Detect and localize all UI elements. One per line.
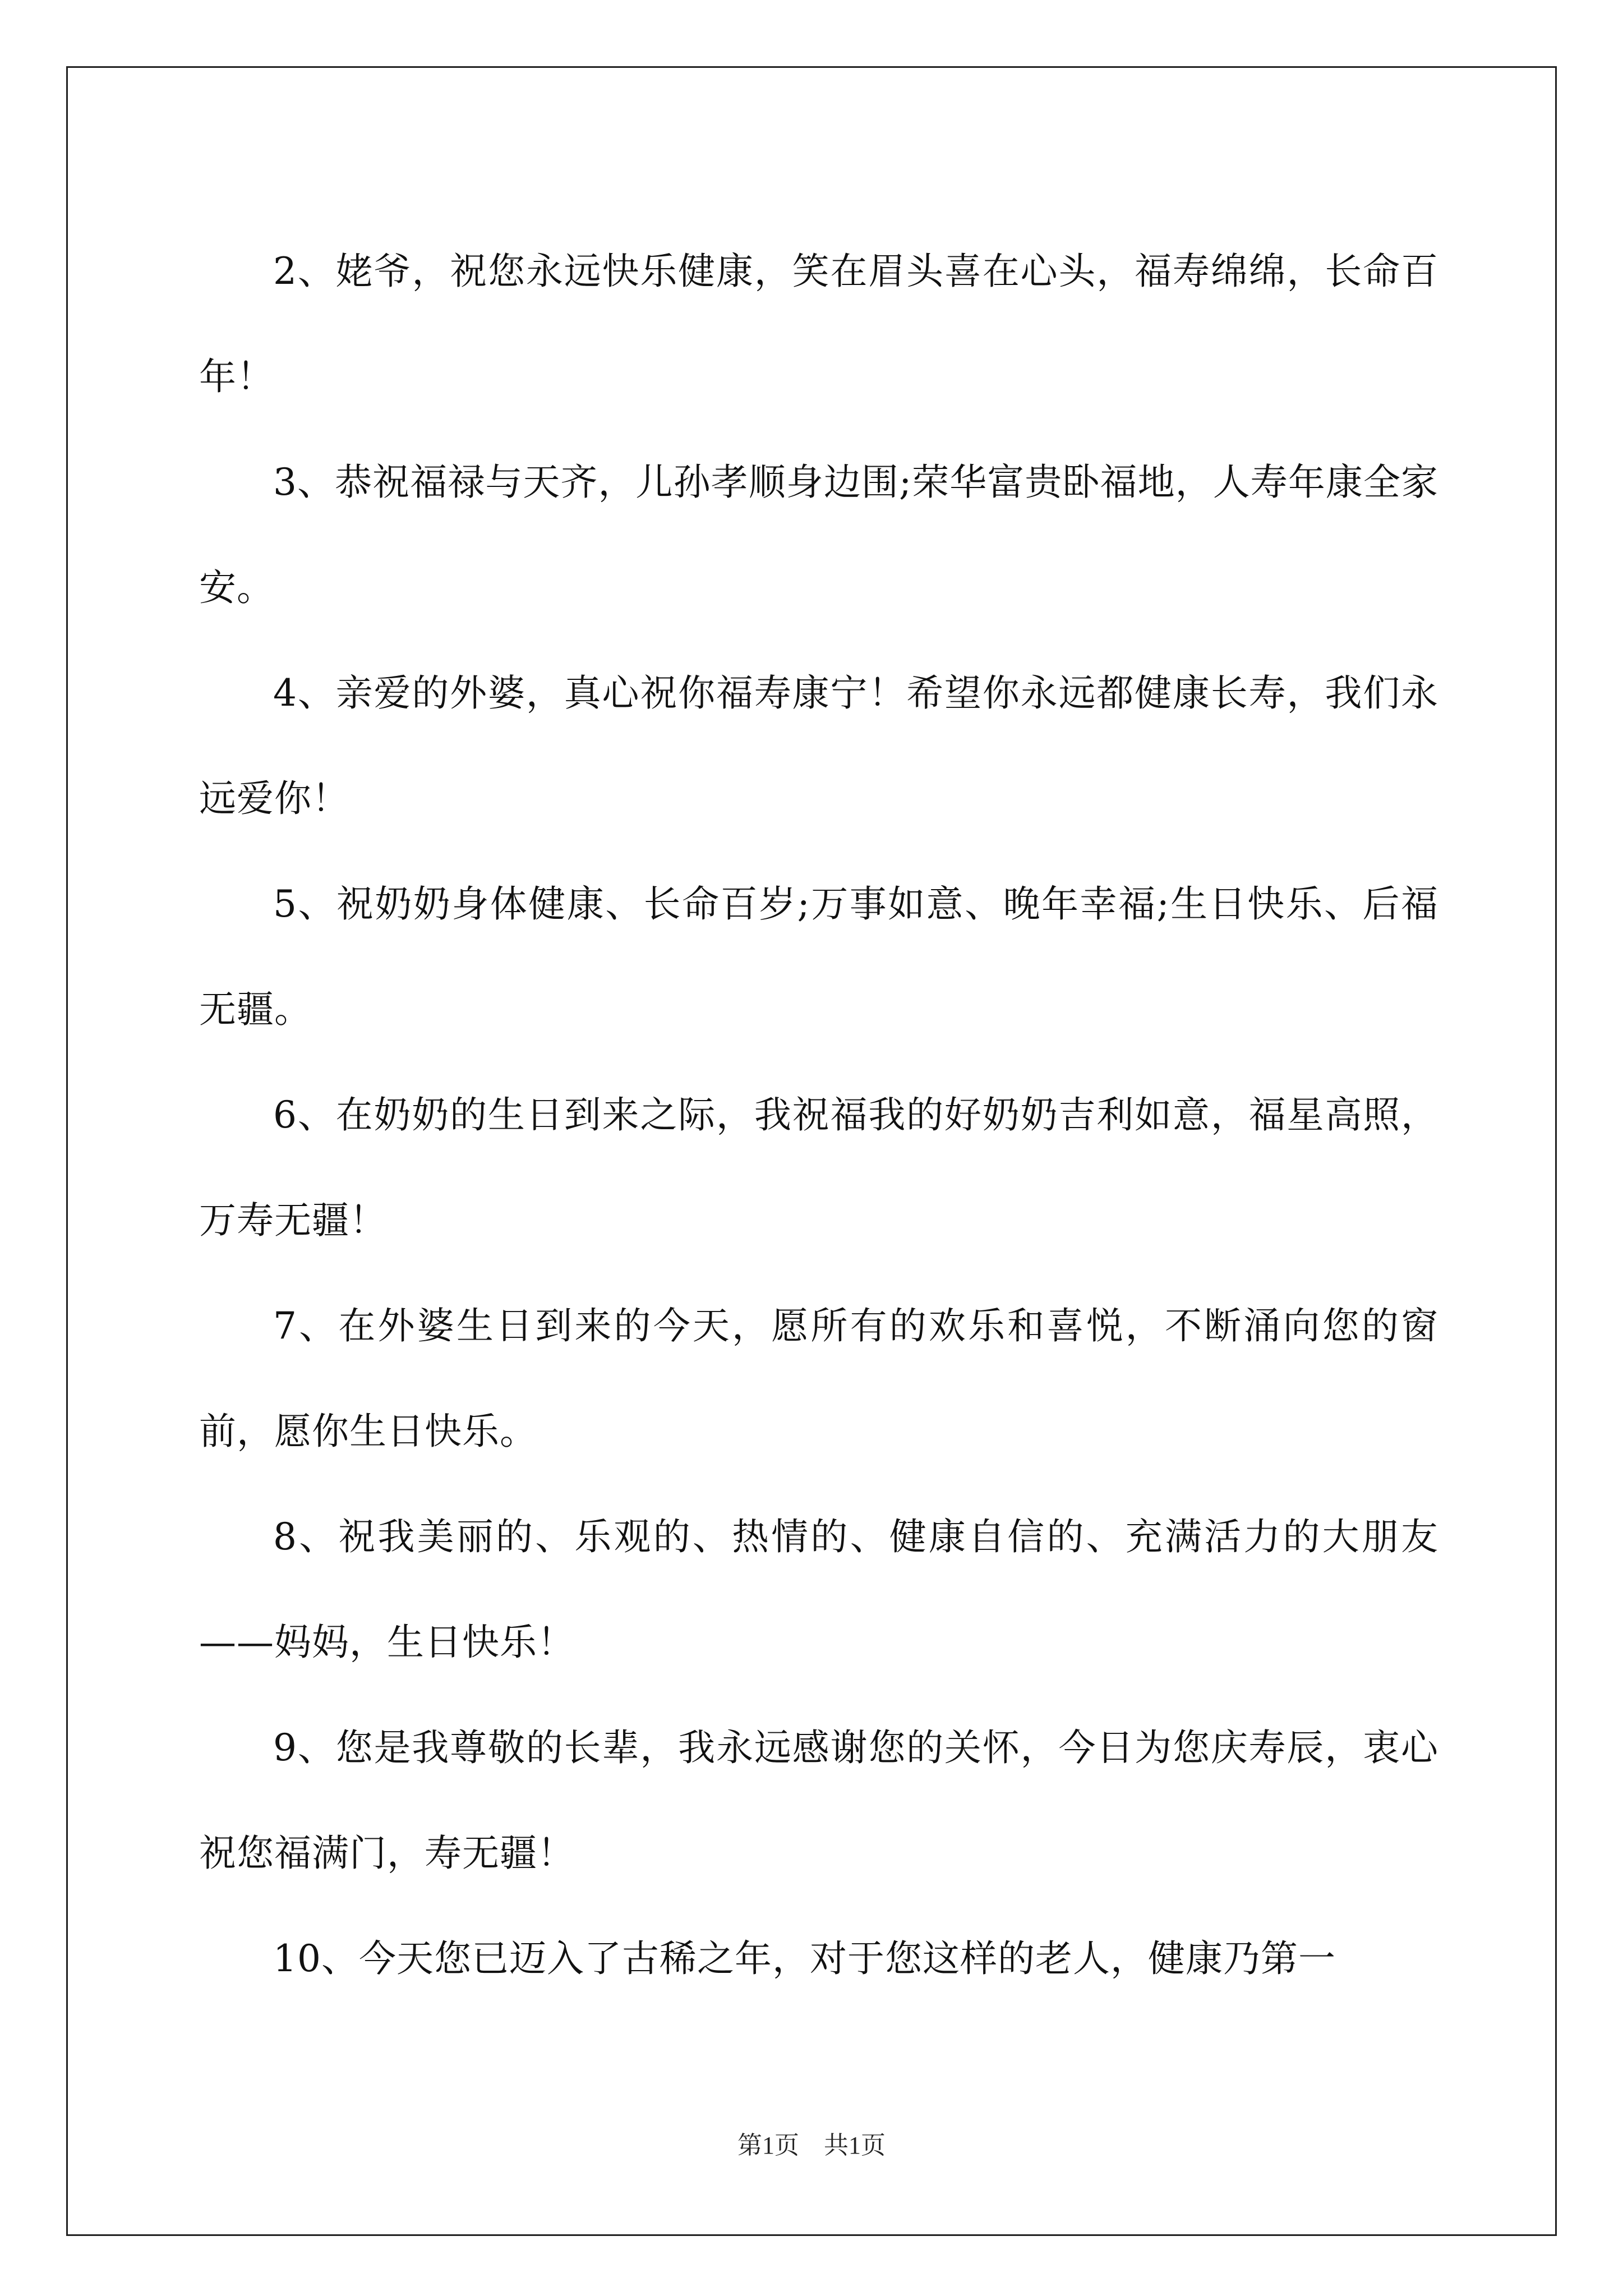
document-body <box>199 219 1438 2012</box>
paragraph-9: 9、您是我尊敬的长辈，我永远感谢您的关怀，今日为您庆寿辰，衷心祝您福满门，寿无疆！ <box>199 1726 1438 1875</box>
paragraph-6: 6、在奶奶的生日到来之际，我祝福我的好奶奶吉利如意，福星高照，万寿无疆！ <box>199 1093 1438 1242</box>
page-footer: 第1页 共1页 <box>737 2132 886 2159</box>
paragraph-8: 8、祝我美丽的、乐观的、热情的、健康自信的、充满活力的大朋友——妈妈，生日快乐！ <box>199 1515 1438 1664</box>
paragraph-5: 5、祝奶奶身体健康、长命百岁;万事如意、晚年幸福;生日快乐、后福无疆。 <box>199 882 1438 1031</box>
paragraph-10: 10、今天您已迈入了古稀之年，对于您这样的老人，健康乃第一 <box>273 1937 1336 1980</box>
paragraph-7: 7、在外婆生日到来的今天，愿所有的欢乐和喜悦，不断涌向您的窗前，愿你生日快乐。 <box>199 1304 1438 1453</box>
paragraph-4: 4、亲爱的外婆，真心祝你福寿康宁！希望你永远都健康长寿，我们永远爱你！ <box>199 671 1438 820</box>
paragraph-2: 2、姥爷，祝您永远快乐健康，笑在眉头喜在心头，福寿绵绵，长命百年！ <box>199 250 1438 398</box>
paragraph-3: 3、恭祝福禄与天齐，儿孙孝顺身边围;荣华富贵卧福地，人寿年康全家安。 <box>199 461 1438 609</box>
